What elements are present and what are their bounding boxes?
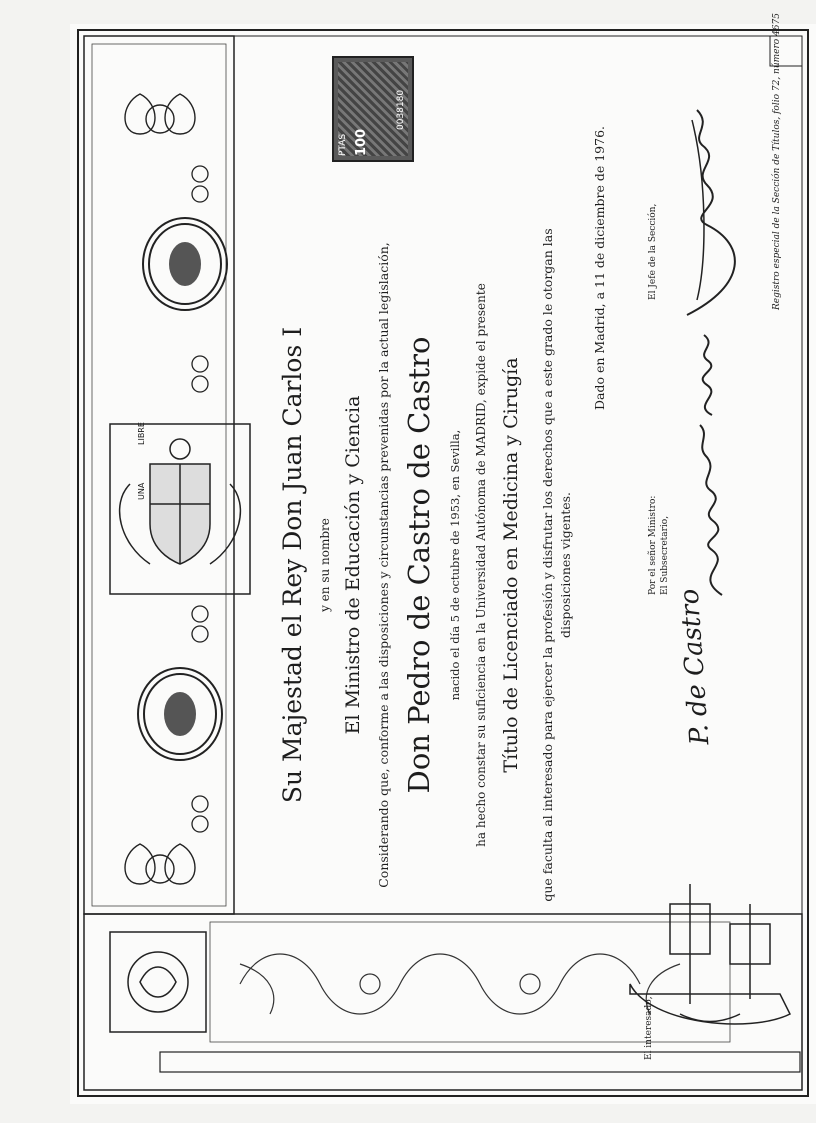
certificate-text [122, 13, 792, 1100]
undersecretary-signature [682, 420, 742, 600]
recipient-name: Don Pedro de Castro de Castro [402, 336, 436, 794]
certificate-subtitle: y en su nombre [318, 518, 332, 612]
stamp-serial: 0038180 [396, 89, 406, 130]
date-line: Dado en Madrid, a 11 de diciembre de 1976. [592, 125, 607, 410]
degree-title: Título de Licenciado en Medicina y Cirugía [500, 357, 522, 773]
section-chief-signature [667, 100, 747, 320]
interested-signature: P. de Castro [674, 587, 716, 746]
birth-line: nacido el día 5 de octubre de 1953, en Sevilla, [448, 429, 462, 701]
stamp-currency: PTAS [338, 133, 348, 156]
considering-line: Considerando que, conforme a las disposiciones y circunstancias prevenidas por la actual legislación, [376, 242, 391, 888]
ministry-line: El Ministro de Educación y Ciencia [342, 395, 364, 735]
ministry-signature [682, 330, 732, 420]
motto-left: UNA [137, 482, 146, 500]
stamp-value-text: 100 [354, 128, 369, 156]
interested-label: El interesado, [644, 996, 654, 1060]
motto-right: LIBRE [137, 422, 146, 445]
undersecretary-label-1: Por el señor Ministro: [648, 495, 658, 595]
sufficiency-line: ha hecho constar su suficiencia en la Universidad Autónoma de MADRID, expide el presente [474, 283, 488, 847]
registry-note: Registro especial de la Sección de Títulos, folio 72, número 4675 [772, 13, 782, 310]
rights-line-2: disposiciones vigentes. [558, 491, 573, 639]
undersecretary-label-2: El Subsecretario, [660, 515, 670, 595]
section-chief-label: El Jefe de la Sección, [648, 203, 658, 300]
rights-line-1: que faculta al interesado para ejercer la profesión y disfrutar los derechos que a este grado le otorgan las [540, 228, 555, 902]
certificate-title: Su Majestad el Rey Don Juan Carlos I [278, 326, 307, 804]
